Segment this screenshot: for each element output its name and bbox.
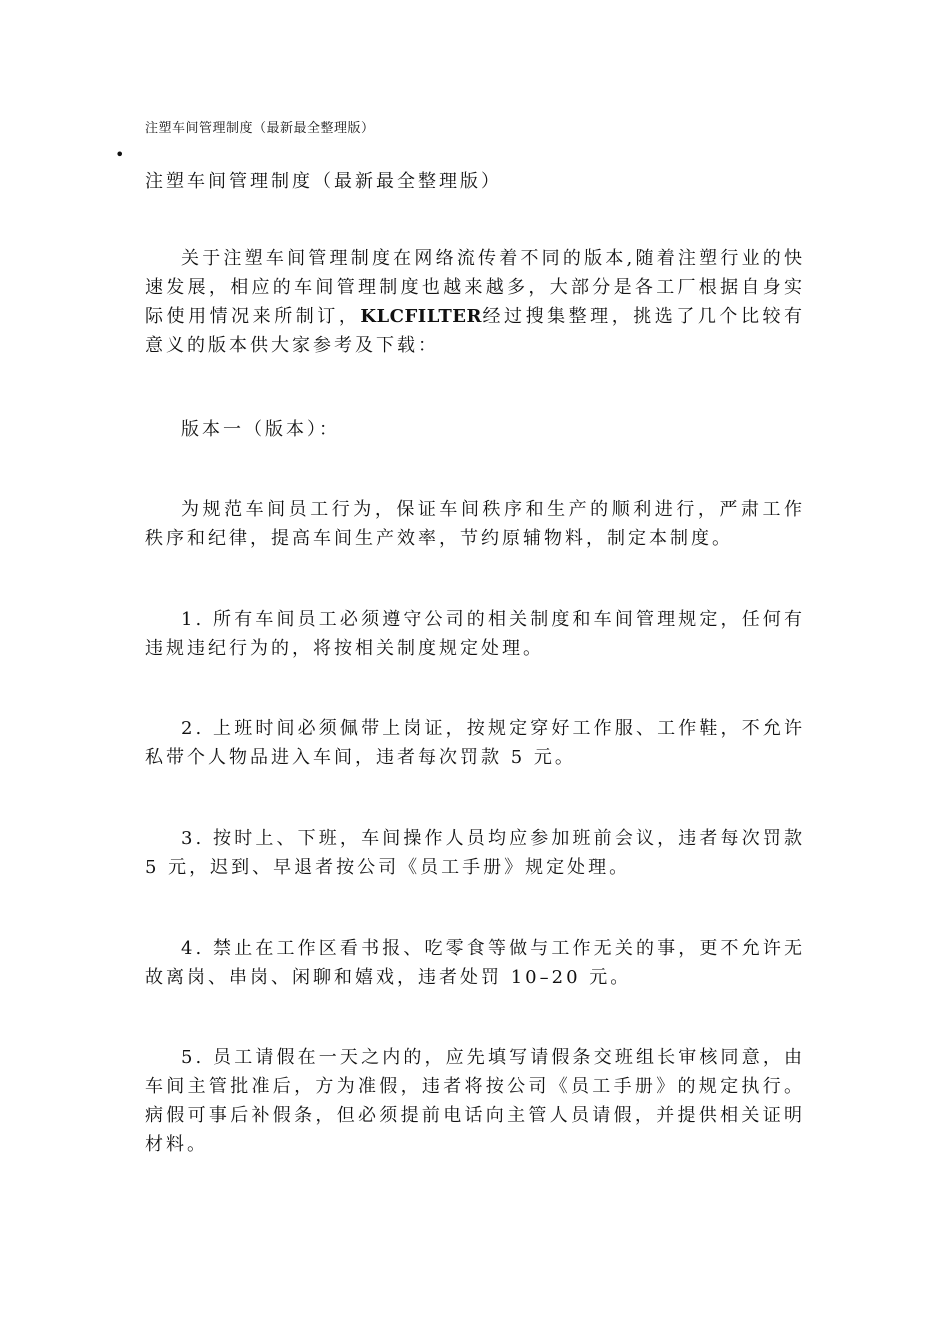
rule-item-2: 2. 上班时间必须佩带上岗证，按规定穿好工作服、工作鞋，不允许私带个人物品进入车间，违者每次罚款 5 元。 [145,718,805,768]
running-header-title: 注塑车间管理制度（最新最全整理版） [145,121,375,136]
brand-name: KLCFILTER [360,306,482,327]
rule-item-3: 3. 按时上、下班，车间操作人员均应参加班前会议，违者每次罚款 5 元，迟到、早退者按公司《员工手册》规定处理。 [145,828,805,878]
bullet-marker: • [115,145,125,164]
rule-item-4: 4. 禁止在工作区看书报、吃零食等做与工作无关的事，更不允许无故离岗、串岗、闲聊和嬉戏，违者处罚 10–20 元。 [145,938,805,988]
purpose-paragraph: 为规范车间员工行为，保证车间秩序和生产的顺利进行，严肃工作秩序和纪律，提高车间生产效率，节约原辅物料，制定本制度。 [145,499,805,549]
rule-item-1: 1. 所有车间员工必须遵守公司的相关制度和车间管理规定，任何有违规违纪行为的，将按相关制度规定处理。 [145,609,805,659]
rule-item-5: 5. 员工请假在一天之内的，应先填写请假条交班组长审核同意，由车间主管批准后，方为准假，违者将按公司《员工手册》的规定执行。病假可事后补假条，但必须提前电话向主管人员请假，并提供相关证明材料。 [145,1047,805,1155]
intro-text-before-brand: 关于注塑车间管理制度在网络流传着不同的版本,随着注塑行业的快速发展，相应的车间管理制度也越来越多，大部分是各工厂根据自身实际使用情况来所制订， [145,248,805,327]
document-title: 注塑车间管理制度（最新最全整理版） [145,171,502,192]
intro-paragraph [145,244,805,360]
version-heading: 版本一（版本）： [181,419,340,440]
intro-text-after-brand: 经过搜集整理，挑选了几个比较有意义的版本供大家参考及下载： [145,306,806,356]
